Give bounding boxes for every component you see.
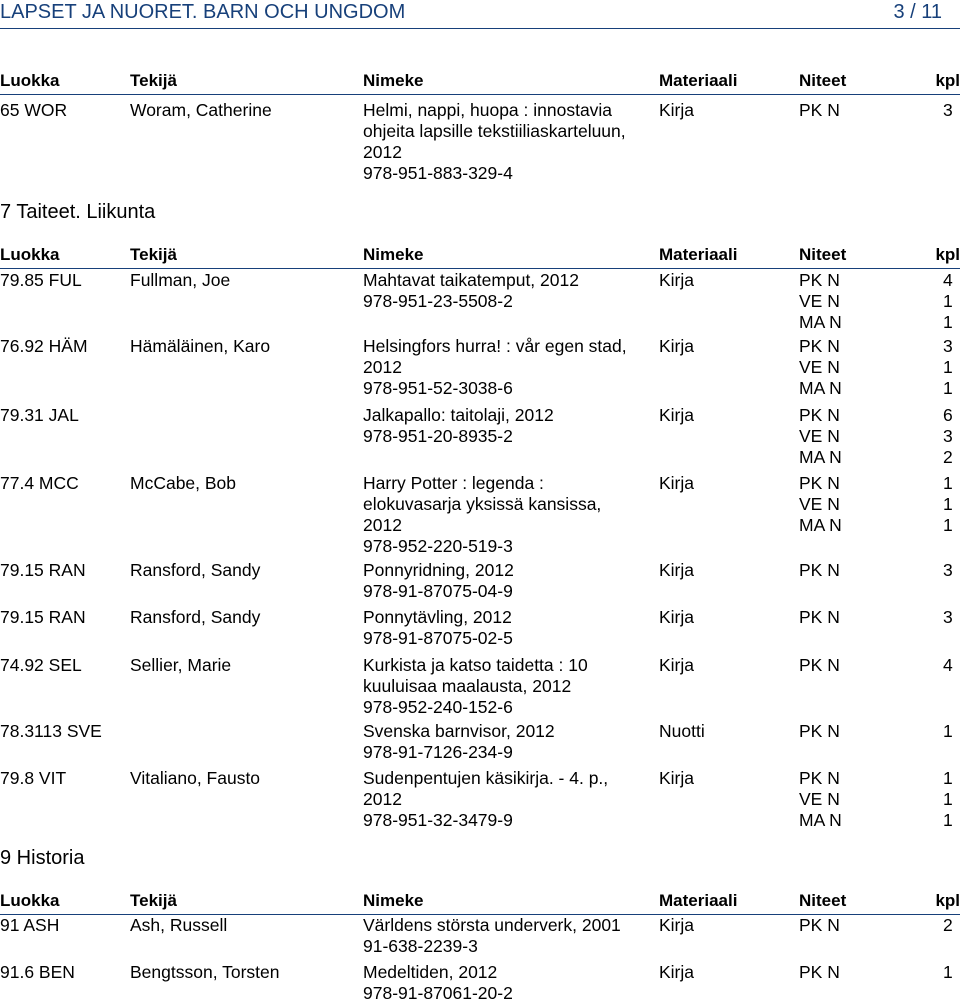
cell-materiaali: Nuotti xyxy=(659,721,705,741)
column-header-kpl: kpl xyxy=(935,71,960,90)
column-header-divider xyxy=(0,268,960,269)
cell-kpl xyxy=(943,607,953,628)
copy-count: 1 xyxy=(943,768,953,788)
title-line: Medeltiden, 2012 xyxy=(363,962,498,982)
copy-count: 1 xyxy=(943,357,953,377)
location-code: PK N xyxy=(799,607,840,627)
title-line: elokuvasarja yksissä kansissa, xyxy=(363,494,602,514)
location-code: MA N xyxy=(799,810,842,830)
title-line: Mahtavat taikatemput, 2012 xyxy=(363,270,579,290)
location-code: PK N xyxy=(799,962,840,982)
cell-luokka: 79.31 JAL xyxy=(0,405,79,425)
title-line: 978-951-20-8935-2 xyxy=(363,426,513,446)
copy-count: 3 xyxy=(943,560,953,580)
copy-count: 1 xyxy=(943,312,953,332)
column-header-kpl: kpl xyxy=(935,245,960,264)
cell-tekija: Bengtsson, Torsten xyxy=(130,962,280,982)
location-code: VE N xyxy=(799,291,840,311)
cell-materiaali: Kirja xyxy=(659,270,695,290)
cell-niteet xyxy=(799,768,842,831)
title-line: 978-951-23-5508-2 xyxy=(363,291,513,311)
title-line: Ponnyridning, 2012 xyxy=(363,560,514,580)
cell-materiaali: Kirja xyxy=(659,560,695,580)
title-line: Sudenpentujen käsikirja. - 4. p., xyxy=(363,768,609,788)
cell-tekija: Woram, Catherine xyxy=(130,100,272,120)
cell-materiaali: Kirja xyxy=(659,607,695,627)
cell-kpl xyxy=(943,655,953,676)
title-line: Ponnytävling, 2012 xyxy=(363,607,512,627)
cell-tekija: Fullman, Joe xyxy=(130,270,231,290)
cell-materiaali: Kirja xyxy=(659,962,695,982)
location-code: VE N xyxy=(799,494,840,514)
title-line: 2012 xyxy=(363,515,402,535)
location-code: PK N xyxy=(799,473,840,493)
column-header-nimeke: Nimeke xyxy=(363,245,424,264)
column-header-tekija: Tekijä xyxy=(130,71,177,90)
cell-kpl xyxy=(943,100,953,121)
cell-kpl xyxy=(943,560,953,581)
cell-niteet xyxy=(799,270,842,333)
cell-kpl xyxy=(943,962,953,983)
cell-nimeke xyxy=(363,336,627,399)
location-code: PK N xyxy=(799,270,840,290)
title-line: 978-952-220-519-3 xyxy=(363,536,513,556)
copy-count: 3 xyxy=(943,336,953,356)
cell-luokka: 79.15 RAN xyxy=(0,607,86,627)
title-line: Helmi, nappi, huopa : innostavia xyxy=(363,100,613,120)
column-header-tekija: Tekijä xyxy=(130,891,177,910)
location-code: VE N xyxy=(799,789,840,809)
location-code: PK N xyxy=(799,768,840,788)
cell-luokka: 79.8 VIT xyxy=(0,768,67,788)
column-header-divider xyxy=(0,94,960,95)
copy-count: 2 xyxy=(943,915,953,935)
location-code: PK N xyxy=(799,405,840,425)
cell-nimeke xyxy=(363,915,621,957)
cell-nimeke xyxy=(363,768,608,831)
copy-count: 2 xyxy=(943,447,953,467)
cell-materiaali: Kirja xyxy=(659,100,695,120)
cell-niteet xyxy=(799,915,840,936)
cell-niteet xyxy=(799,336,842,399)
cell-niteet xyxy=(799,655,840,676)
location-code: MA N xyxy=(799,312,842,332)
title-line: 2012 xyxy=(363,357,402,377)
copy-count: 4 xyxy=(943,270,953,290)
column-header-niteet: Niteet xyxy=(799,71,847,90)
copy-count: 1 xyxy=(943,291,953,311)
cell-luokka: 79.15 RAN xyxy=(0,560,86,580)
cell-niteet xyxy=(799,962,840,983)
cell-kpl xyxy=(943,721,953,742)
location-code: PK N xyxy=(799,655,840,675)
title-line: ohjeita lapsille tekstiiliaskarteluun, xyxy=(363,121,626,141)
cell-nimeke xyxy=(363,655,588,718)
column-header-materiaali: Materiaali xyxy=(659,891,738,910)
title-line: 978-91-87075-04-9 xyxy=(363,581,513,601)
title-line: 2012 xyxy=(363,142,402,162)
location-code: PK N xyxy=(799,915,840,935)
cell-luokka: 91.6 BEN xyxy=(0,962,75,982)
copy-count: 4 xyxy=(943,655,953,675)
cell-materiaali: Kirja xyxy=(659,473,695,493)
title-line: Kurkista ja katso taidetta : 10 xyxy=(363,655,588,675)
cell-nimeke xyxy=(363,560,514,602)
title-line: 978-951-52-3038-6 xyxy=(363,378,513,398)
location-code: MA N xyxy=(799,378,842,398)
page-indicator: 3 / 11 xyxy=(893,1,942,23)
location-code: PK N xyxy=(799,560,840,580)
copy-count: 1 xyxy=(943,962,953,982)
copy-count: 3 xyxy=(943,426,953,446)
title-line: Världens största underverk, 2001 xyxy=(363,915,621,935)
cell-niteet xyxy=(799,100,840,121)
column-header-niteet: Niteet xyxy=(799,245,847,264)
column-header-tekija: Tekijä xyxy=(130,245,177,264)
title-line: 978-91-87075-02-5 xyxy=(363,628,513,648)
column-header-luokka: Luokka xyxy=(0,71,60,90)
cell-luokka: 91 ASH xyxy=(0,915,60,935)
cell-nimeke xyxy=(363,607,513,649)
cell-niteet xyxy=(799,721,840,742)
cell-kpl xyxy=(943,405,953,468)
location-code: PK N xyxy=(799,336,840,356)
cell-tekija: Sellier, Marie xyxy=(130,655,232,675)
cell-niteet xyxy=(799,560,840,581)
section-title: 9 Historia xyxy=(0,847,85,869)
copy-count: 1 xyxy=(943,810,953,830)
title-line: Jalkapallo: taitolaji, 2012 xyxy=(363,405,554,425)
location-code: PK N xyxy=(799,721,840,741)
cell-tekija: Ransford, Sandy xyxy=(130,560,261,580)
location-code: VE N xyxy=(799,426,840,446)
column-header-niteet: Niteet xyxy=(799,891,847,910)
title-line: kuuluisaa maalausta, 2012 xyxy=(363,676,572,696)
copy-count: 3 xyxy=(943,607,953,627)
cell-nimeke xyxy=(363,100,626,184)
location-code: MA N xyxy=(799,447,842,467)
cell-luokka: 78.3113 SVE xyxy=(0,721,102,741)
copy-count: 1 xyxy=(943,494,953,514)
cell-niteet xyxy=(799,607,840,628)
title-line: 978-91-7126-234-9 xyxy=(363,742,513,762)
copy-count: 1 xyxy=(943,789,953,809)
title-line: Helsingfors hurra! : vår egen stad, xyxy=(363,336,627,356)
cell-kpl xyxy=(943,915,953,936)
cell-tekija: McCabe, Bob xyxy=(130,473,237,493)
column-header-nimeke: Nimeke xyxy=(363,891,424,910)
title-line: 978-951-32-3479-9 xyxy=(363,810,513,830)
title-line: 978-951-883-329-4 xyxy=(363,163,513,183)
cell-nimeke xyxy=(363,270,579,312)
cell-luokka: 76.92 HÄM xyxy=(0,336,88,356)
cell-tekija: Vitaliano, Fausto xyxy=(130,768,261,788)
cell-materiaali: Kirja xyxy=(659,915,695,935)
location-code: VE N xyxy=(799,357,840,377)
title-line: 91-638-2239-3 xyxy=(363,936,478,956)
cell-nimeke xyxy=(363,962,513,1002)
copy-count: 1 xyxy=(943,721,953,741)
location-code: MA N xyxy=(799,515,842,535)
column-header-materiaali: Materiaali xyxy=(659,71,738,90)
cell-kpl xyxy=(943,336,953,399)
cell-luokka: 77.4 MCC xyxy=(0,473,79,493)
cell-materiaali: Kirja xyxy=(659,405,695,425)
cell-luokka: 79.85 FUL xyxy=(0,270,82,290)
cell-materiaali: Kirja xyxy=(659,336,695,356)
cell-nimeke xyxy=(363,721,555,763)
copy-count: 6 xyxy=(943,405,953,425)
column-header-luokka: Luokka xyxy=(0,891,60,910)
cell-tekija: Ash, Russell xyxy=(130,915,228,935)
cell-nimeke xyxy=(363,473,601,557)
title-line: Svenska barnvisor, 2012 xyxy=(363,721,555,741)
title-line: 2012 xyxy=(363,789,402,809)
column-header-materiaali: Materiaali xyxy=(659,245,738,264)
section-title: 7 Taiteet. Liikunta xyxy=(0,201,156,223)
cell-niteet xyxy=(799,473,842,536)
cell-tekija: Hämäläinen, Karo xyxy=(130,336,271,356)
cell-nimeke xyxy=(363,405,554,447)
copy-count: 1 xyxy=(943,515,953,535)
location-code: PK N xyxy=(799,100,840,120)
copy-count: 3 xyxy=(943,100,953,120)
title-line: Harry Potter : legenda : xyxy=(363,473,544,493)
cell-niteet xyxy=(799,405,842,468)
copy-count: 1 xyxy=(943,473,953,493)
title-line: 978-91-87061-20-2 xyxy=(363,983,513,1002)
cell-kpl xyxy=(943,270,953,333)
copy-count: 1 xyxy=(943,378,953,398)
cell-tekija: Ransford, Sandy xyxy=(130,607,261,627)
cell-materiaali: Kirja xyxy=(659,655,695,675)
column-header-nimeke: Nimeke xyxy=(363,71,424,90)
column-header-luokka: Luokka xyxy=(0,245,60,264)
cell-kpl xyxy=(943,768,953,831)
title-line: 978-952-240-152-6 xyxy=(363,697,513,717)
cell-kpl xyxy=(943,473,953,536)
cell-luokka: 74.92 SEL xyxy=(0,655,82,675)
column-header-kpl: kpl xyxy=(935,891,960,910)
cell-luokka: 65 WOR xyxy=(0,100,68,120)
cell-materiaali: Kirja xyxy=(659,768,695,788)
page-title: LAPSET JA NUORET. BARN OCH UNGDOM xyxy=(0,1,406,23)
